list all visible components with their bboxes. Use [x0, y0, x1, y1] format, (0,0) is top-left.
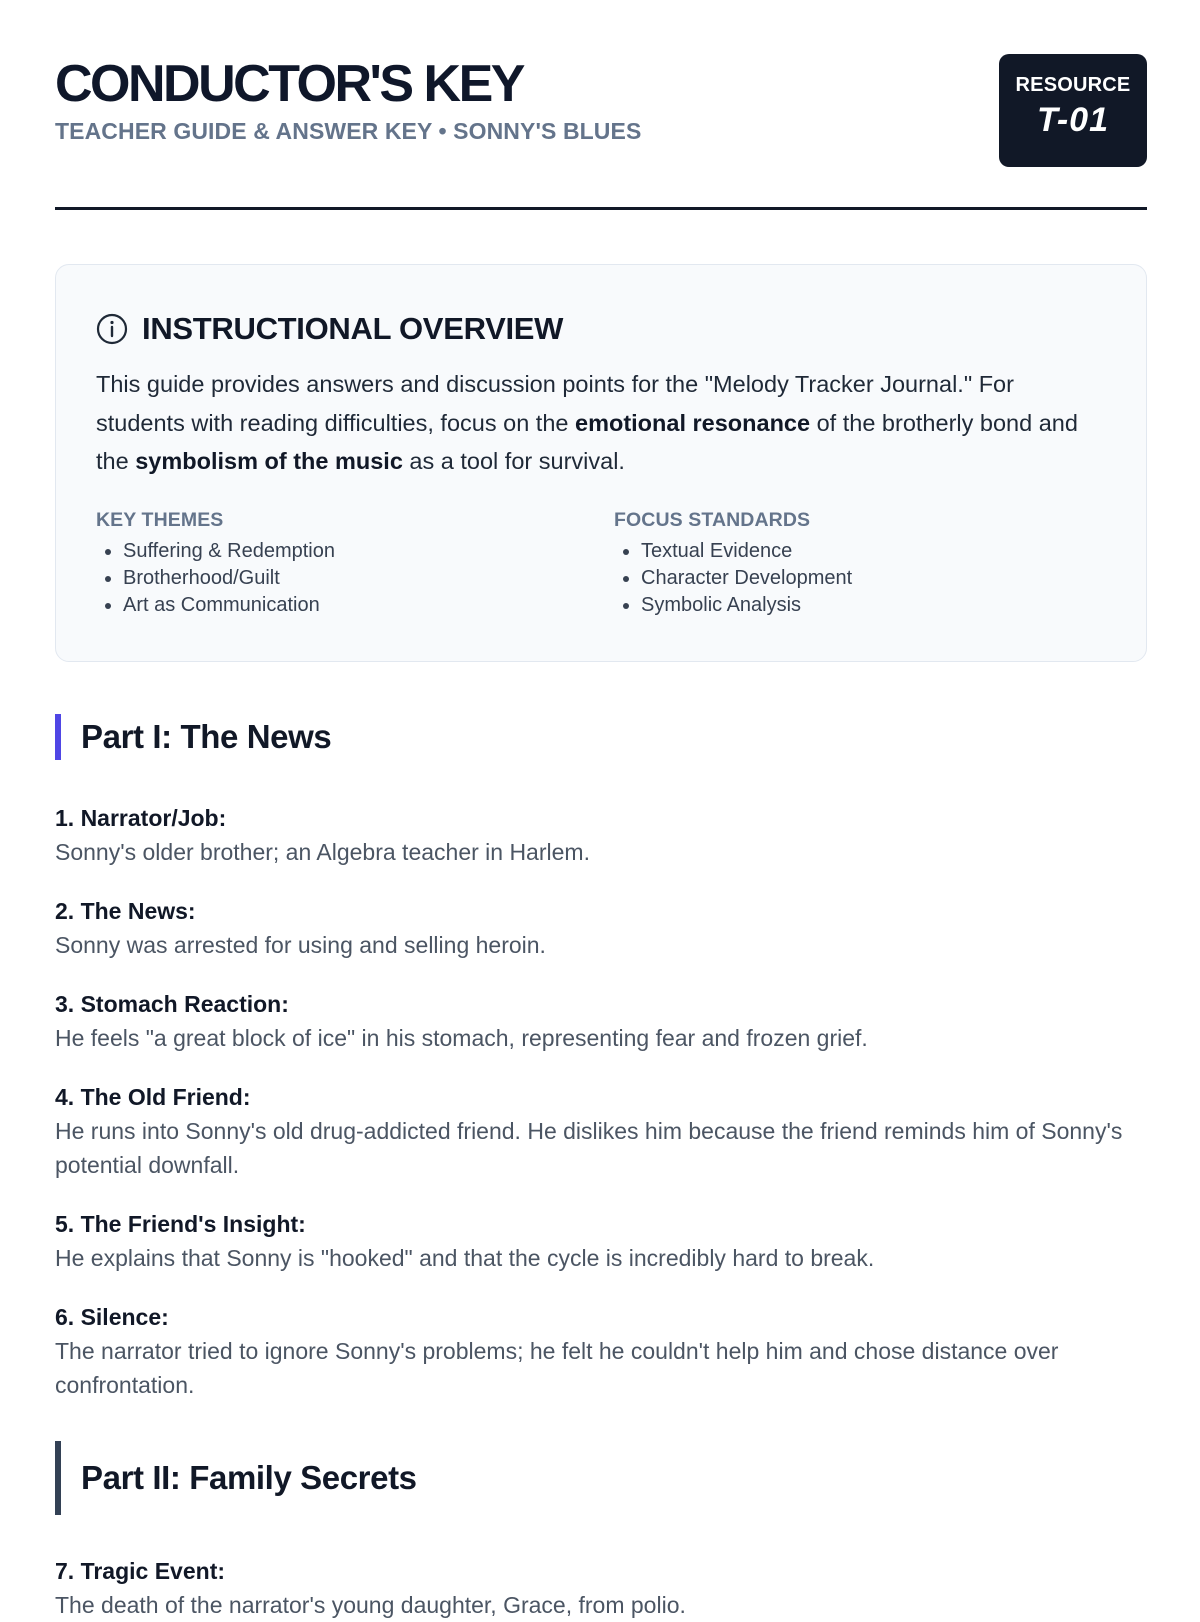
- page-subtitle: TEACHER GUIDE & ANSWER KEY • SONNY'S BLUES: [55, 118, 642, 144]
- answer-text: Sonny's older brother; an Algebra teacher in Harlem.: [55, 839, 590, 865]
- question-label: 1. Narrator/Job:: [55, 805, 227, 831]
- resource-code: T-01: [1036, 101, 1110, 139]
- page-title: CONDUCTOR'S KEY: [55, 55, 523, 113]
- key-themes-title: KEY THEMES: [96, 509, 224, 531]
- answer-text: The death of the narrator's young daughter, Grace, from polio.: [55, 1592, 686, 1618]
- overview-text-part: of the brotherly bond and the: [96, 409, 1078, 474]
- emphasis-symbolism: symbolism of the music: [135, 448, 403, 474]
- page-header: [55, 0, 1147, 212]
- section-header-part-2: [55, 1441, 417, 1515]
- resource-label: RESOURCE: [1015, 74, 1131, 96]
- key-themes: [96, 509, 576, 619]
- emphasis-emotional-resonance: emotional resonance: [575, 409, 811, 436]
- question-answer: [55, 1082, 1147, 1182]
- question-label: 2. The News:: [55, 898, 196, 924]
- question-label: 7. Tragic Event:: [55, 1558, 226, 1584]
- list-item: • Symbolic Analysis: [641, 592, 1094, 619]
- overview-title: INSTRUCTIONAL OVERVIEW: [142, 311, 564, 346]
- overview-text: [96, 365, 1106, 481]
- key-themes-list: [96, 538, 576, 619]
- list-item: • Character Development: [641, 565, 1094, 592]
- answer-text: He explains that Sonny is "hooked" and that the cycle is incredibly hard to break.: [55, 1245, 875, 1271]
- overview-header: [96, 311, 563, 347]
- question-answer: [55, 803, 1147, 869]
- resource-badge: [999, 54, 1147, 167]
- header-divider: [55, 207, 1147, 210]
- question-answer: [55, 989, 1147, 1055]
- instructional-overview-card: [55, 264, 1147, 662]
- answer-text: The narrator tried to ignore Sonny's problems; he felt he couldn't help him and chose distance over confrontation.: [55, 1338, 1059, 1398]
- question-label: 6. Silence:: [55, 1304, 169, 1330]
- question-answer: [55, 896, 1147, 962]
- question-answer: [55, 1302, 1147, 1402]
- answer-key-page: [55, 0, 1147, 1618]
- focus-standards-title: FOCUS STANDARDS: [614, 509, 811, 531]
- list-item: • Art as Communication: [123, 592, 576, 619]
- list-item: • Brotherhood/Guilt: [123, 565, 576, 592]
- question-answer: [55, 1556, 1147, 1622]
- section-title: Part I: The News: [81, 718, 332, 755]
- question-label: 5. The Friend's Insight:: [55, 1211, 306, 1237]
- section-header-part-1: [55, 714, 331, 760]
- list-item: • Textual Evidence: [641, 538, 1094, 565]
- overview-text-part: as a tool for survival.: [402, 448, 625, 474]
- list-item: • Suffering & Redemption: [123, 538, 576, 565]
- focus-standards: [614, 509, 1094, 619]
- focus-standards-list: [614, 538, 1094, 619]
- info-icon: [96, 313, 128, 345]
- answer-text: He feels "a great block of ice" in his stomach, representing fear and frozen grief.: [55, 1025, 868, 1051]
- answer-text: He runs into Sonny's old drug-addicted friend. He dislikes him because the friend reminds him of Sonny's potential downfall.: [55, 1118, 1123, 1178]
- overview-text-part: This guide provides answers and discussion points for the "Melody Tracker Journal." For students with reading difficulties, focus on the: [96, 371, 1014, 436]
- question-answer: [55, 1209, 1147, 1275]
- question-label: 4. The Old Friend:: [55, 1084, 251, 1110]
- answer-text: Sonny was arrested for using and selling heroin.: [55, 932, 546, 958]
- section-title: Part II: Family Secrets: [81, 1459, 417, 1496]
- question-label: 3. Stomach Reaction:: [55, 991, 289, 1017]
